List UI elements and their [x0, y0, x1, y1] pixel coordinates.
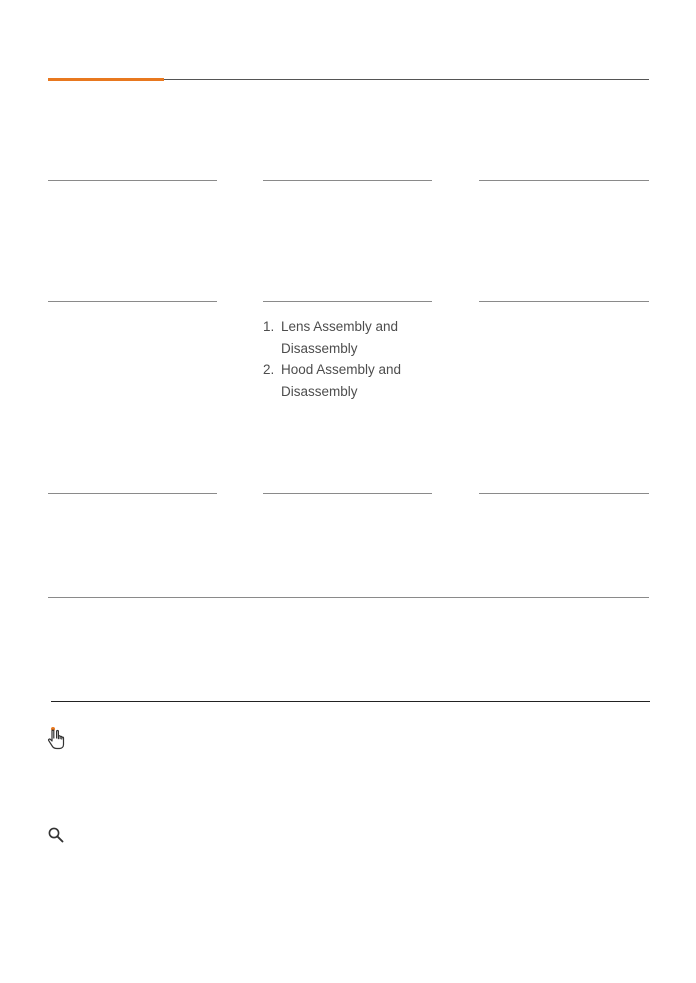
column-2-rule-middle	[263, 301, 432, 302]
column-1-rule-top	[48, 180, 217, 181]
list-item-text: Hood Assembly and Disassembly	[281, 362, 402, 399]
column-1-rule-bottom	[48, 493, 217, 494]
section-divider	[48, 597, 649, 598]
column-2-rule-top	[263, 180, 432, 181]
list-item-number: 1.	[263, 319, 275, 334]
column-2-rule-bottom	[263, 493, 432, 494]
column-3-rule-bottom	[479, 493, 649, 494]
column-1-rule-middle	[48, 301, 217, 302]
list-item	[263, 316, 438, 359]
header-accent-bar	[48, 78, 164, 81]
column-3-rule-middle	[479, 301, 649, 302]
column-3-rule-top	[479, 180, 649, 181]
footer-divider	[51, 701, 650, 702]
search-icon[interactable]	[47, 826, 65, 844]
content-list	[263, 316, 438, 402]
hand-pointer-icon[interactable]	[46, 726, 68, 750]
list-item-number: 2.	[263, 362, 275, 377]
list-item-text: Lens Assembly and Disassembly	[281, 319, 399, 356]
list-item	[263, 359, 438, 402]
